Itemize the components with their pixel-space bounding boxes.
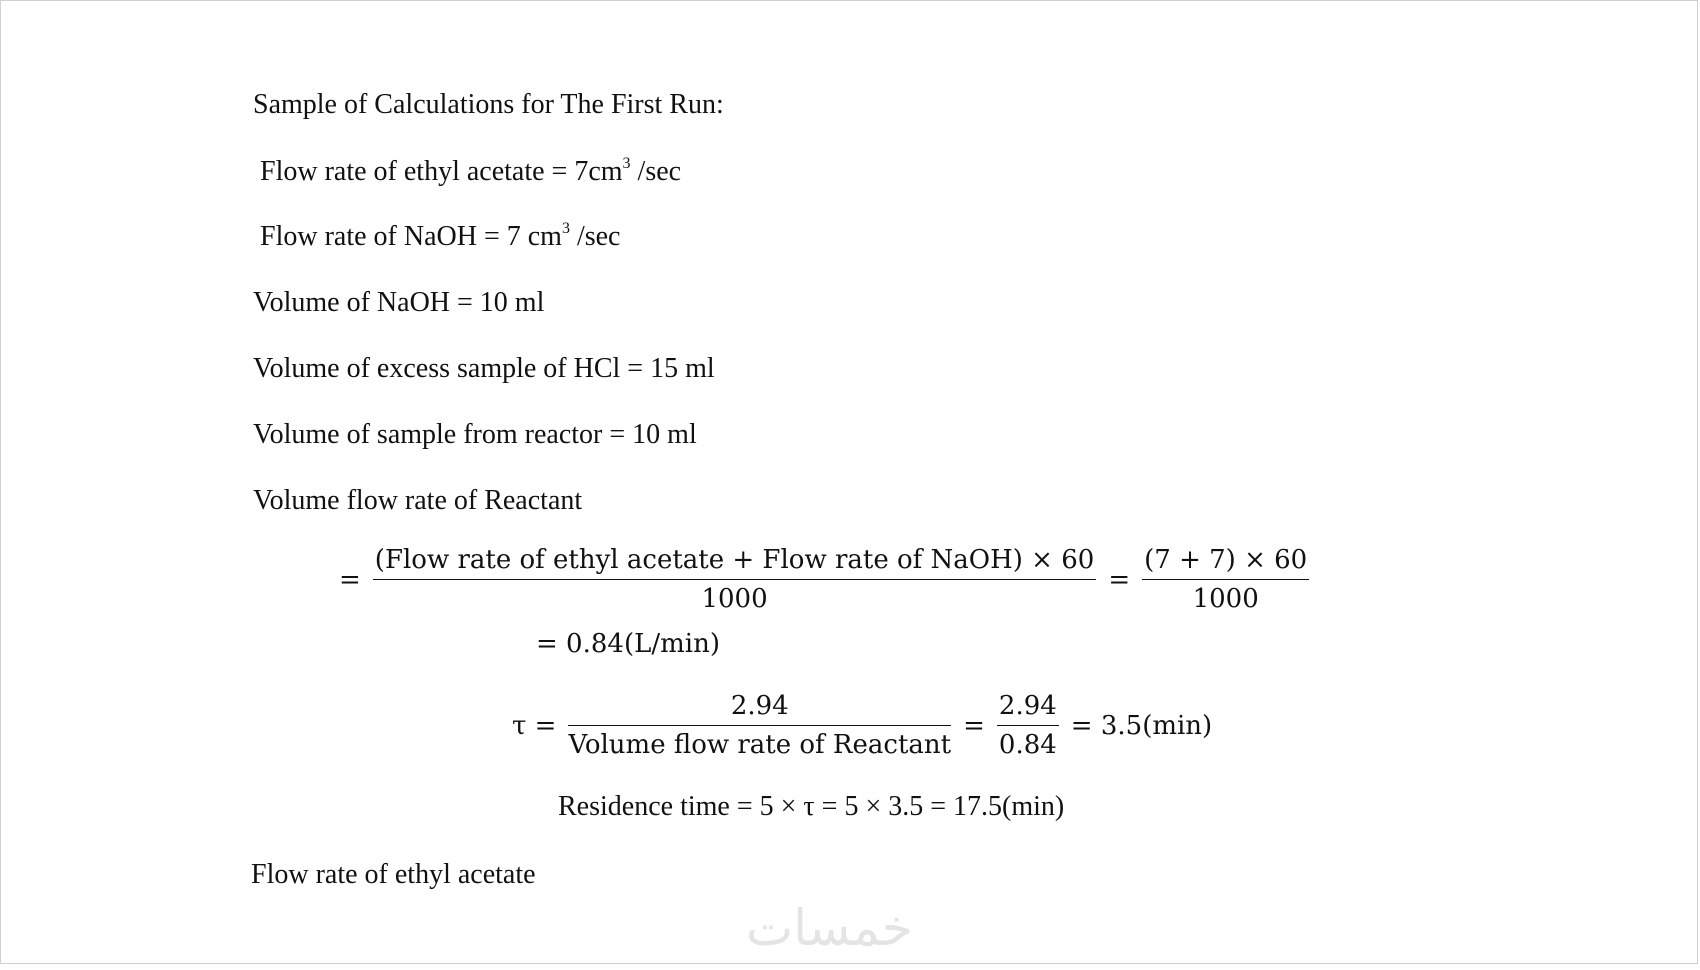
equation-volume-flow-rate [333, 545, 1315, 614]
fraction-numerator: (Flow rate of ethyl acetate + Flow rate of NaOH) × 60 [373, 545, 1097, 580]
volume-hcl-line: Volume of excess sample of HCl = 15 ml [253, 353, 715, 384]
tau-symbol: τ = [512, 710, 557, 741]
equals-sign: = [963, 710, 985, 741]
fraction-numerator: (7 + 7) × 60 [1142, 545, 1309, 580]
watermark-logo: خمسات [746, 899, 913, 957]
flow-rate-ethyl-acetate-text: Flow rate of ethyl acetate = 7cm [260, 156, 623, 187]
final-flow-rate-label: Flow rate of ethyl acetate [251, 859, 536, 890]
calc-heading: Sample of Calculations for The First Run: [253, 89, 724, 120]
equation-tau [506, 691, 1218, 760]
volume-naoh-line: Volume of NaOH = 10 ml [253, 287, 545, 318]
fraction-numerator: 2.94 [997, 691, 1059, 726]
fraction-denominator: 1000 [1192, 584, 1259, 614]
fraction-denominator: Volume flow rate of Reactant [568, 730, 952, 760]
volume-sample-line: Volume of sample from reactor = 10 ml [253, 419, 697, 450]
volume-flow-rate-label: Volume flow rate of Reactant [253, 485, 583, 516]
flow-rate-unit: /sec [630, 156, 682, 187]
tau-result: = 3.5(min) [1070, 710, 1213, 741]
fraction-numerator: 2.94 [568, 691, 951, 726]
fraction-numeric [1142, 545, 1309, 614]
cubic-superscript: 3 [622, 155, 631, 172]
fraction-denominator: 0.84 [998, 730, 1057, 760]
flow-rate-unit: /sec [569, 221, 621, 252]
flow-rate-naoh-text: Flow rate of NaOH = 7 cm [260, 221, 562, 252]
equals-sign: = [1108, 564, 1131, 595]
flow-rate-ethyl-acetate-line [260, 155, 682, 187]
equation-result-flow: = 0.84(L/min) [536, 629, 720, 659]
flow-rate-naoh-line [260, 220, 621, 252]
fraction-denominator: 1000 [701, 584, 768, 614]
fraction-tau-numeric [997, 691, 1059, 760]
residence-time-line: Residence time = 5 × τ = 5 × 3.5 = 17.5(min) [558, 791, 1065, 822]
fraction-tau [568, 691, 951, 760]
cubic-superscript: 3 [561, 220, 570, 237]
fraction-flow-sum [373, 545, 1097, 614]
equals-sign: = [339, 564, 361, 595]
